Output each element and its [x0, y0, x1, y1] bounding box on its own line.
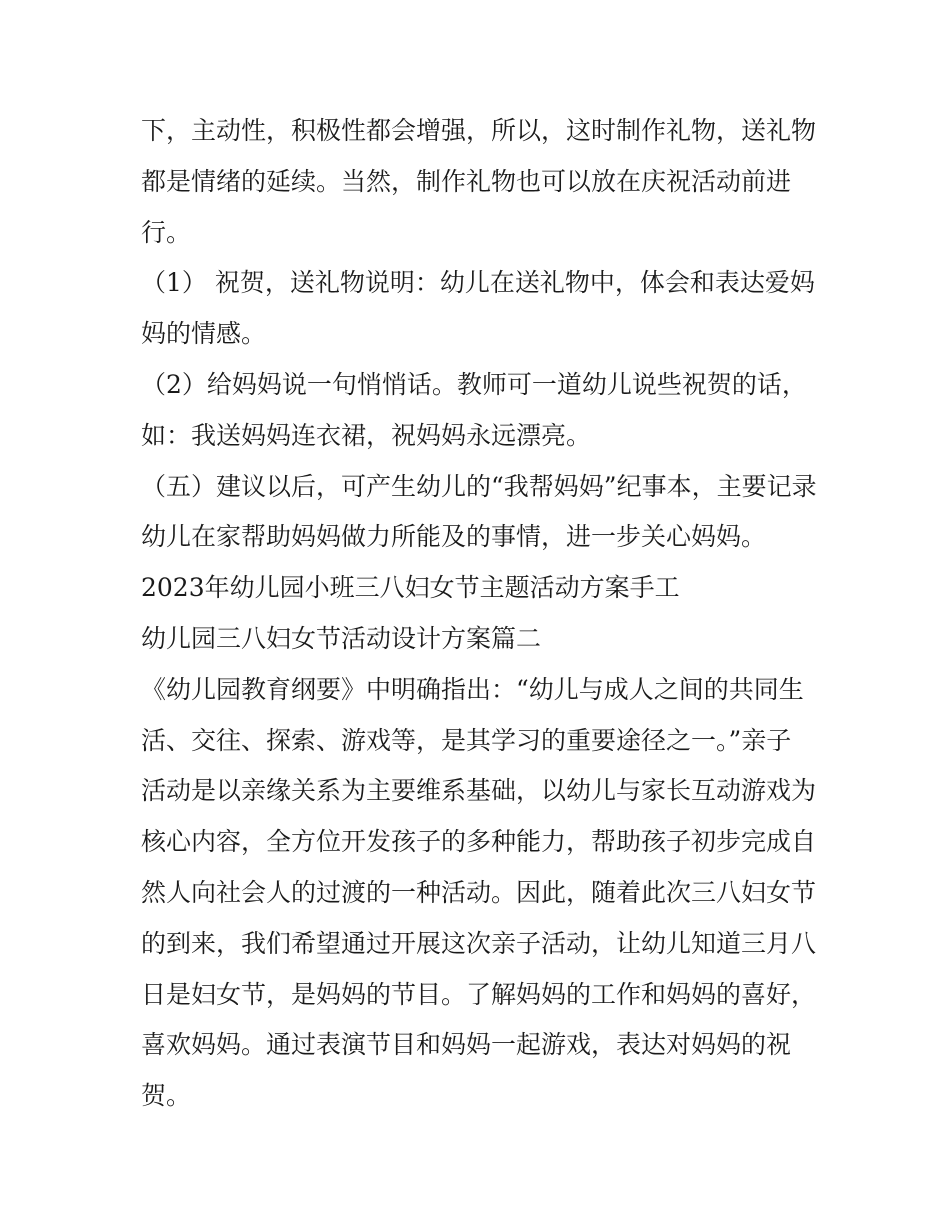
text-line: 的到来，我们希望通过开展这次亲子活动，让幼儿知道三月八 — [141, 928, 817, 958]
text-line: 日是妇女节，是妈妈的节目。了解妈妈的工作和妈妈的喜好， — [141, 979, 817, 1009]
text-line: 行。 — [141, 217, 192, 247]
text-line: 下，主动性，积极性都会增强，所以，这时制作礼物，送礼物 — [141, 116, 817, 145]
section-heading: 2023年幼儿园小班三八妇女节主题活动方案手工 — [141, 573, 680, 603]
text-line: （2）给妈妈说一句悄悄话。教师可一道幼儿说些祝贺的话， — [141, 369, 807, 399]
text-line: 贺。 — [141, 1081, 192, 1111]
section-heading: 幼儿园三八妇女节活动设计方案篇二 — [141, 623, 542, 653]
text-line: 如：我送妈妈连衣裙，祝妈妈永远漂亮。 — [141, 420, 592, 450]
text-line: （1） 祝贺，送礼物说明：幼儿在送礼物中，体会和表达爱妈 — [141, 268, 815, 298]
text-line: 然人向社会人的过渡的一种活动。因此，随着此次三八妇女节 — [141, 877, 817, 907]
text-line: 活、交往、探索、游戏等，是其学习的重要途径之一。”亲子 — [141, 725, 792, 755]
text-line: 都是情绪的延续。当然，制作礼物也可以放在庆祝活动前进 — [141, 166, 792, 196]
text-line: 核心内容，全方位开发孩子的多种能力，帮助孩子初步完成自 — [141, 827, 817, 857]
text-line: 活动是以亲缘关系为主要维系基础，以幼儿与家长互动游戏为 — [141, 776, 817, 806]
text-line: 妈的情感。 — [141, 319, 267, 349]
document-body — [141, 106, 821, 1122]
text-line: 幼儿在家帮助妈妈做力所能及的事情，进一步关心妈妈。 — [141, 522, 767, 552]
text-line: 喜欢妈妈。通过表演节目和妈妈一起游戏，表达对妈妈的祝 — [141, 1030, 792, 1060]
text-line: 《幼儿园教育纲要》中明确指出：“幼儿与成人之间的共同生 — [141, 674, 804, 704]
text-line: （五）建议以后，可产生幼儿的“我帮妈妈”纪事本，主要记录 — [141, 471, 817, 501]
